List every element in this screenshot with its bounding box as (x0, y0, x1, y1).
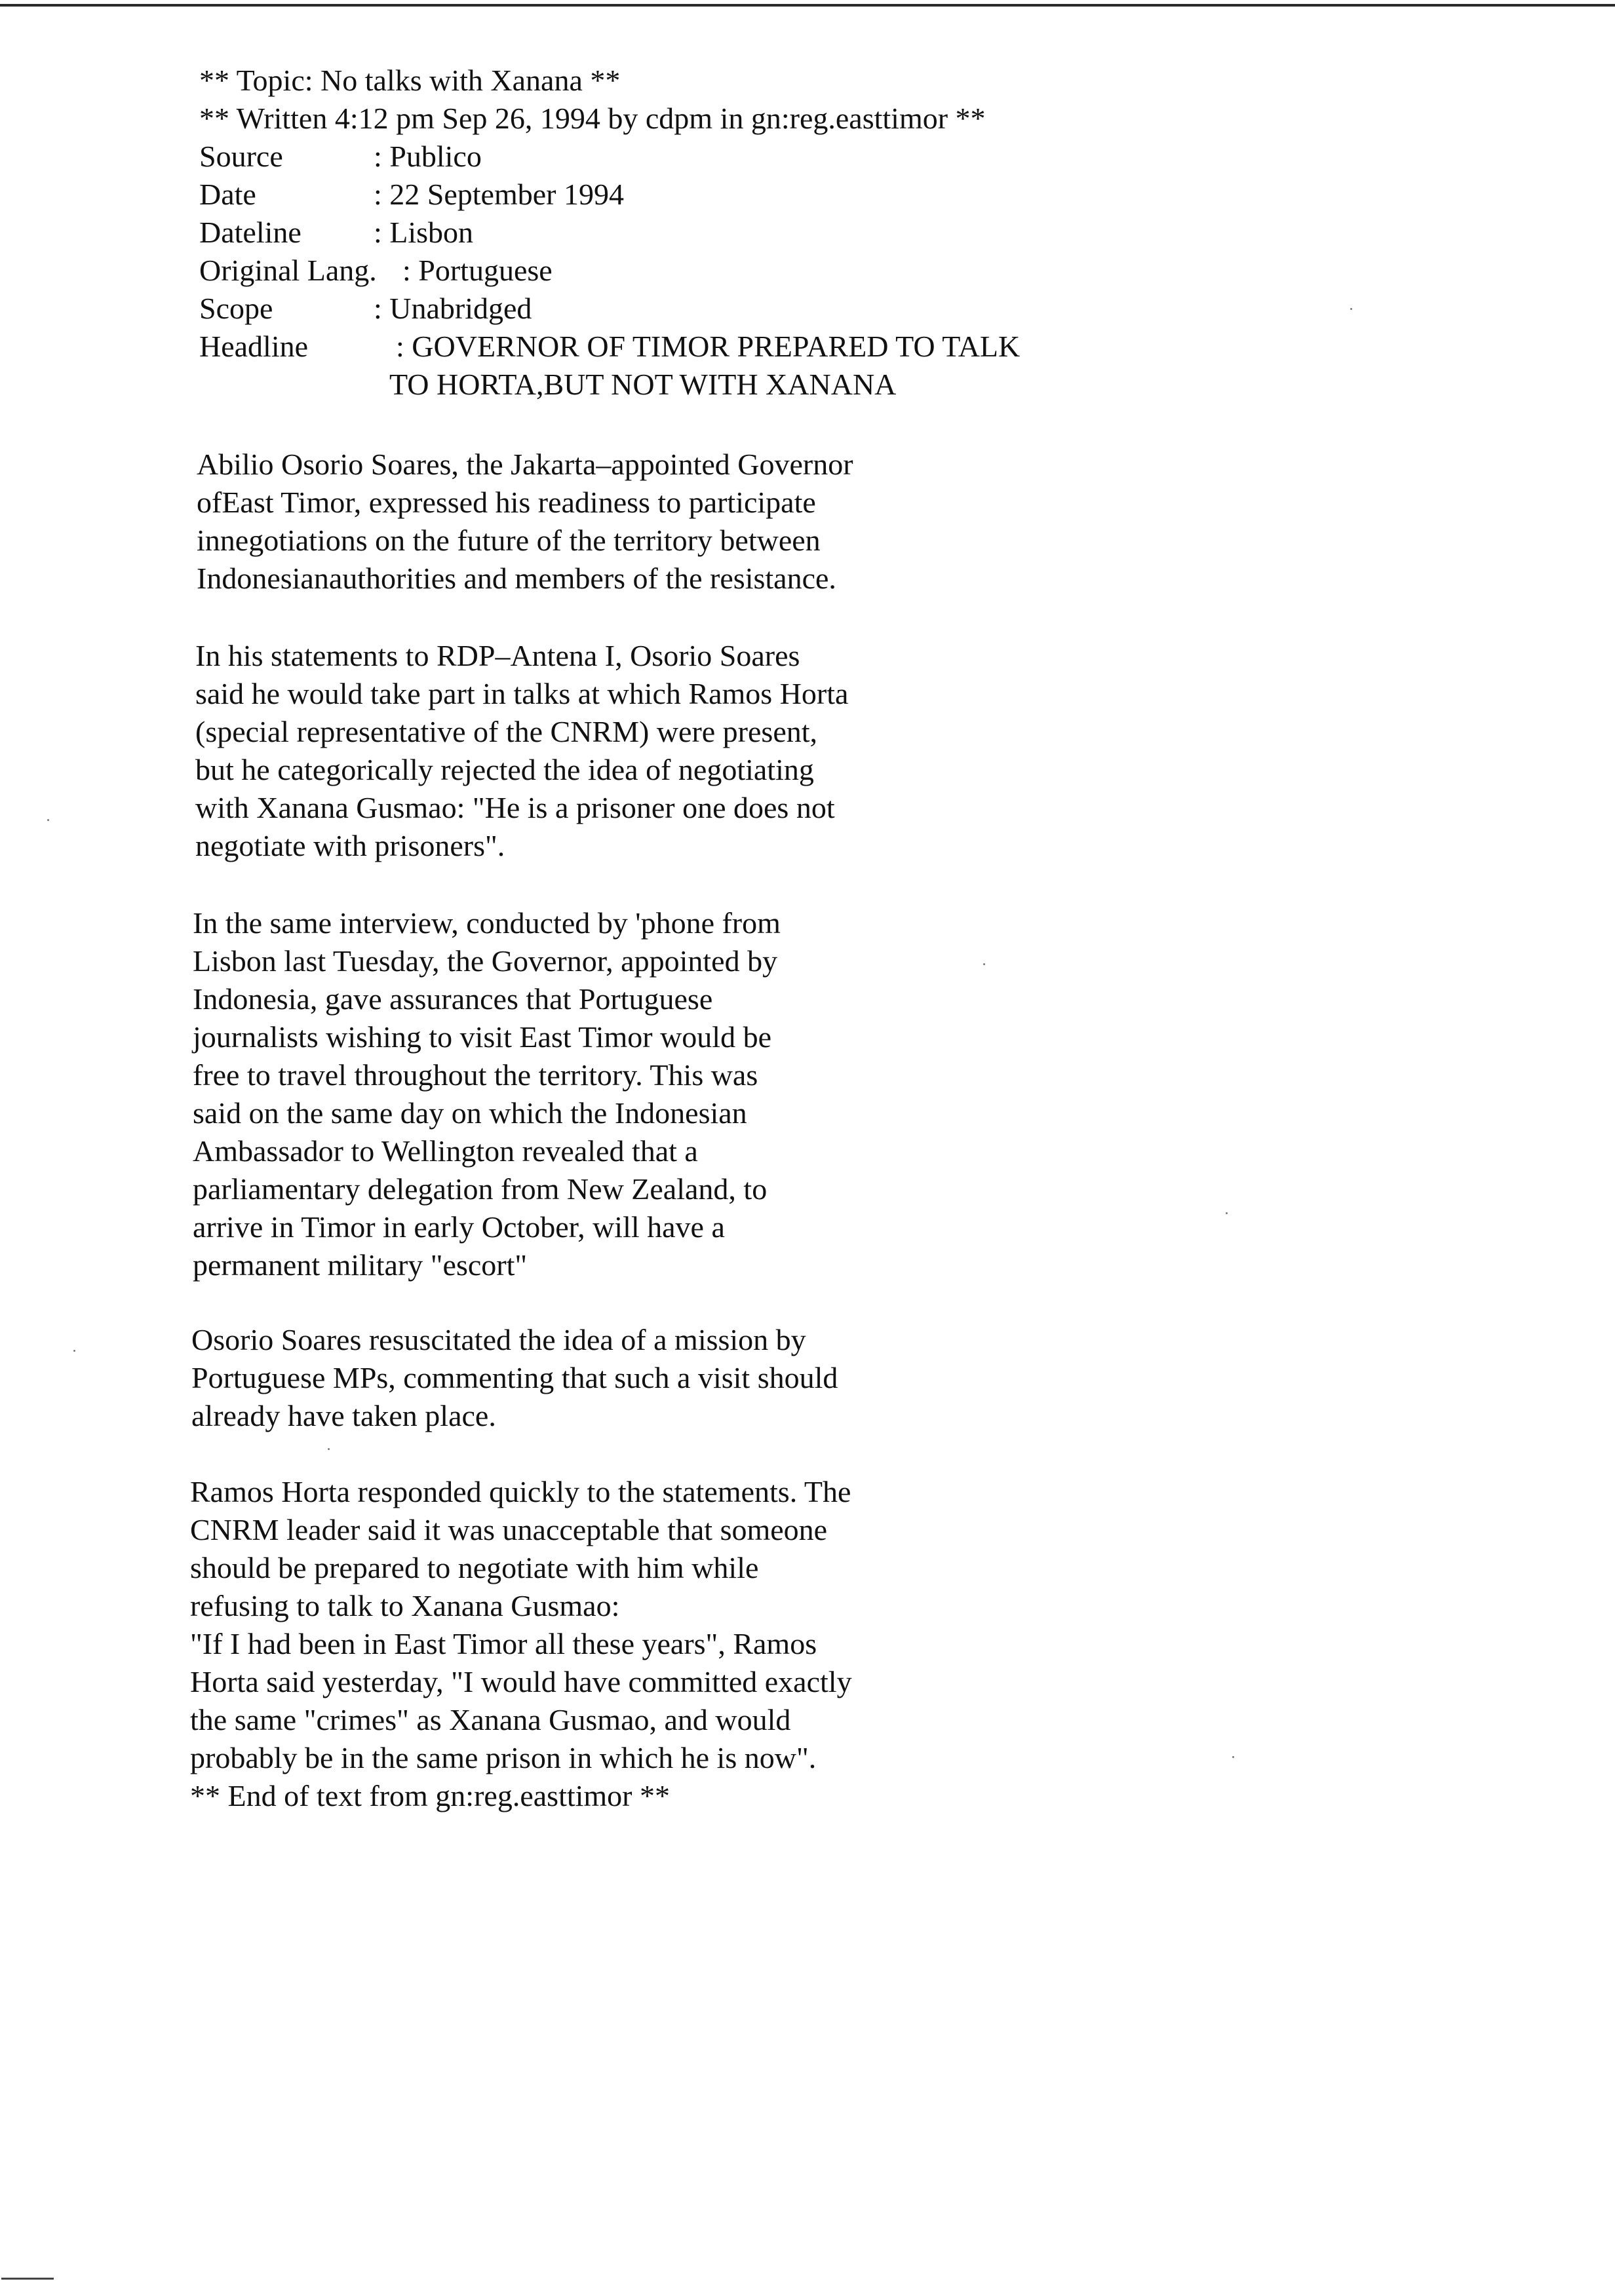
paragraph-line: (special representative of the CNRM) were present, (195, 715, 818, 748)
scan-speck (1232, 1756, 1234, 1758)
topic-line: ** Topic: No talks with Xanana ** (199, 64, 621, 97)
paragraph-line: permanent military "escort" (193, 1248, 528, 1282)
paragraph-line: Ambassador to Wellington revealed that a (193, 1134, 698, 1168)
paragraph-line: Horta said yesterday, "I would have committed exactly (190, 1665, 852, 1698)
paragraph-line: free to travel throughout the territory. This was (193, 1058, 758, 1092)
paragraph-line: should be prepared to negotiate with him while (190, 1551, 759, 1584)
page-bottom-mark (1, 2278, 54, 2280)
paragraph-line: journalists wishing to visit East Timor would be (193, 1020, 772, 1054)
paragraph-line: the same "crimes" as Xanana Gusmao, and would (190, 1703, 791, 1736)
field-value-dateline: : Lisbon (374, 216, 474, 249)
field-value-scope: : Unabridged (374, 292, 532, 325)
field-value-source: : Publico (374, 140, 482, 173)
field-value-original-lang: : Portuguese (402, 254, 553, 287)
paragraph-line: but he categorically rejected the idea of negotiating (195, 753, 814, 786)
field-label-scope: Scope (199, 292, 273, 325)
paragraph-line: parliamentary delegation from New Zealand, to (193, 1172, 768, 1206)
paragraph-line: refusing to talk to Xanana Gusmao: (190, 1589, 620, 1622)
field-value-date: : 22 September 1994 (374, 178, 624, 211)
written-line: ** Written 4:12 pm Sep 26, 1994 by cdpm in gn:reg.easttimor ** (199, 102, 986, 135)
scan-speck (983, 963, 985, 965)
paragraph-line: "If I had been in East Timor all these years", Ramos (190, 1627, 817, 1660)
paragraph-line: Ramos Horta responded quickly to the statements. The (190, 1475, 851, 1508)
paragraph-line: said he would take part in talks at which Ramos Horta (195, 677, 849, 710)
paragraph-line: arrive in Timor in early October, will have a (193, 1210, 725, 1244)
paragraph-line: already have taken place. (191, 1399, 496, 1432)
paragraph-line: negotiate with prisoners". (195, 829, 505, 862)
field-label-dateline: Dateline (199, 216, 302, 249)
scan-speck (328, 1448, 330, 1450)
paragraph-line: said on the same day on which the Indonesian (193, 1096, 747, 1130)
paragraph-line: ofEast Timor, expressed his readiness to participate (197, 486, 816, 519)
paragraph-line: Portuguese MPs, commenting that such a visit should (191, 1361, 838, 1394)
paragraph-line: ** End of text from gn:reg.easttimor ** (190, 1779, 671, 1812)
paragraph-line: with Xanana Gusmao: "He is a prisoner one does not (195, 791, 835, 824)
headline-continuation: TO HORTA,BUT NOT WITH XANANA (389, 368, 897, 401)
paragraph-line: Indonesianauthorities and members of the resistance. (197, 562, 836, 595)
scan-speck (1350, 308, 1352, 310)
field-label-source: Source (199, 140, 283, 173)
paragraph-line: innegotiations on the future of the territory between (197, 524, 821, 557)
paragraph-line: In the same interview, conducted by 'phone from (193, 906, 781, 940)
field-label-headline: Headline (199, 330, 309, 363)
paragraph-line: In his statements to RDP–Antena I, Osorio Soares (195, 639, 800, 672)
scan-speck (73, 1350, 75, 1352)
field-label-original-lang: Original Lang. (199, 254, 377, 287)
field-label-date: Date (199, 178, 256, 211)
scan-speck (47, 819, 49, 821)
paragraph-line: CNRM leader said it was unacceptable that someone (190, 1513, 828, 1546)
paragraph-line: probably be in the same prison in which he is now". (190, 1741, 817, 1774)
paragraph-line: Indonesia, gave assurances that Portuguese (193, 982, 713, 1016)
paragraph-line: Abilio Osorio Soares, the Jakarta–appointed Governor (197, 448, 853, 481)
paragraph-line: Osorio Soares resuscitated the idea of a mission by (191, 1323, 806, 1356)
scan-speck (1226, 1212, 1228, 1214)
field-value-headline: : GOVERNOR OF TIMOR PREPARED TO TALK (396, 330, 1021, 363)
paragraph-line: Lisbon last Tuesday, the Governor, appointed by (193, 944, 778, 978)
